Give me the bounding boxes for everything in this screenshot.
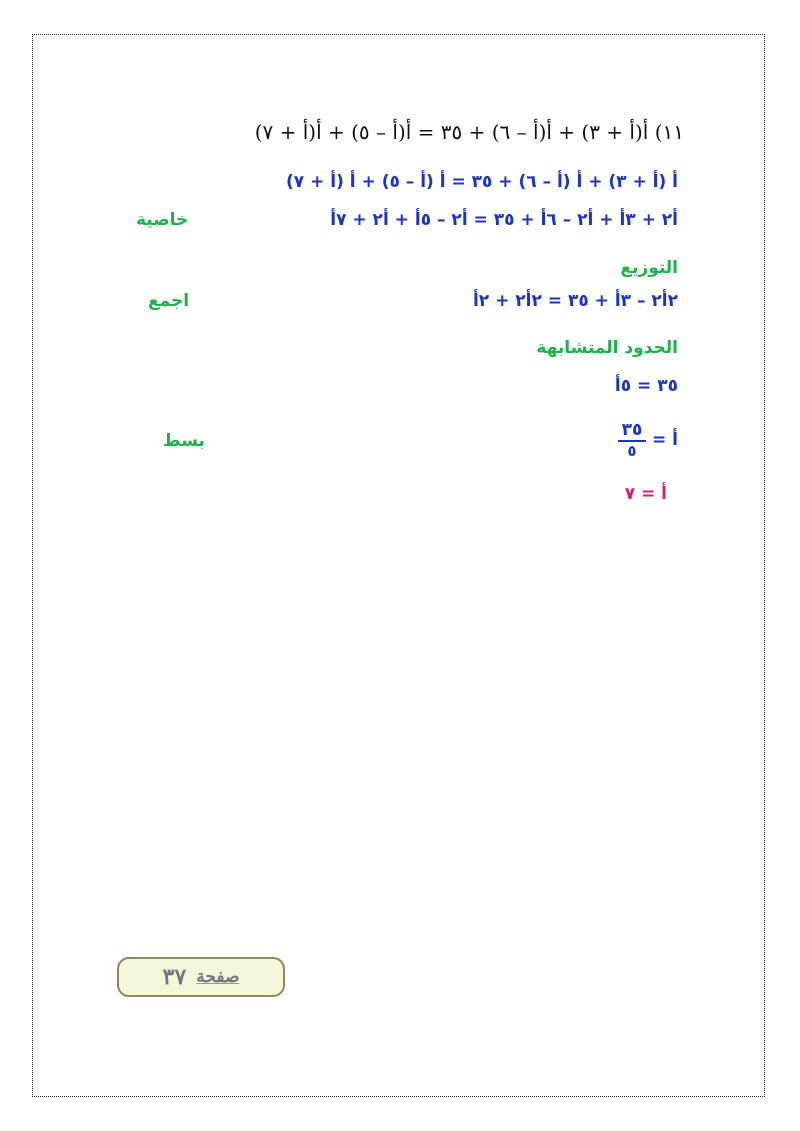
step-1: أ (أ + ٣) + أ (أ – ٦) + ٣٥ = أ (أ – ٥) + أ (أ + ٧) xyxy=(286,172,678,192)
fraction-denominator: ٥ xyxy=(627,442,637,460)
fraction-lhs: أ = xyxy=(652,430,678,450)
problem-statement: ١١) أ(أ + ٣) + أ(أ – ٦) + ٣٥ = أ(أ – ٥) + أ(أ + ٧) xyxy=(254,120,684,144)
fraction xyxy=(618,420,646,460)
step-2: أ٢ + ٣أ + أ٢ – ٦أ + ٣٥ = أ٢ – ٥أ + أ٢ + ٧أ xyxy=(330,210,678,230)
page-label: صفحة xyxy=(196,967,240,987)
page-number-badge xyxy=(117,957,285,997)
answer: أ = ٧ xyxy=(624,484,667,504)
note-like-terms: الحدود المتشابهة xyxy=(536,338,678,358)
step-4: ٣٥ = ٥أ xyxy=(614,376,678,396)
page-number: ٣٧ xyxy=(162,964,187,990)
step-3: ٢أ٢ – ٣أ + ٣٥ = ٢أ٢ + ٢أ xyxy=(472,291,678,311)
note-property: خاصية xyxy=(136,210,189,230)
note-distribution: التوزيع xyxy=(620,258,678,278)
page-border xyxy=(32,34,765,1097)
note-combine: اجمع xyxy=(148,291,190,311)
fraction-numerator: ٣٥ xyxy=(621,420,643,440)
fraction-step xyxy=(618,420,678,460)
note-simplify: بسط xyxy=(163,431,205,451)
